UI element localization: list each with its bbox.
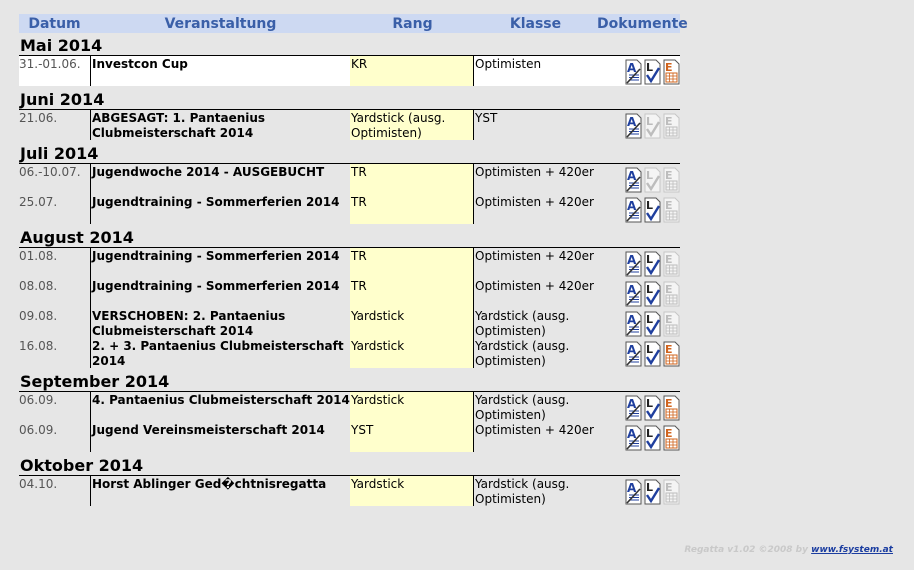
event-klasse: Optimisten + 420er — [473, 248, 596, 278]
svg-text:L: L — [646, 481, 654, 494]
svg-text:A: A — [627, 283, 637, 297]
event-row — [19, 194, 680, 224]
month-section — [19, 475, 680, 506]
ergebnis-doc-icon — [662, 113, 680, 139]
svg-text:A: A — [627, 199, 637, 213]
event-date: 25.07. — [19, 195, 58, 209]
event-rang: KR — [350, 56, 473, 86]
event-klasse: Optimisten + 420er — [473, 194, 596, 224]
event-date: 01.08. — [19, 249, 58, 263]
svg-text:E: E — [665, 481, 673, 494]
event-rang: Yardstick — [350, 392, 473, 422]
ergebnis-doc-icon[interactable] — [662, 425, 680, 451]
event-row — [19, 56, 680, 86]
event-documents — [596, 338, 680, 368]
month-section — [19, 55, 680, 86]
month-list — [19, 37, 680, 506]
event-documents — [596, 422, 680, 452]
regatta-calendar — [19, 14, 688, 506]
header-dokumente: Dokumente — [597, 15, 688, 32]
event-rang: Yardstick — [350, 308, 473, 338]
svg-text:L: L — [646, 313, 654, 326]
month-section — [19, 247, 680, 368]
svg-text:A: A — [627, 115, 637, 129]
svg-text:L: L — [646, 169, 654, 182]
header-rang: Rang — [392, 15, 433, 32]
event-documents — [596, 278, 680, 308]
event-date: 09.08. — [19, 309, 58, 323]
event-name[interactable]: Jugend Vereinsmeisterschaft 2014 — [90, 422, 350, 452]
month-heading: Oktober 2014 — [20, 456, 144, 475]
anmeldung-doc-icon[interactable] — [624, 395, 642, 421]
svg-text:A: A — [627, 313, 637, 327]
month-section — [19, 391, 680, 452]
svg-text:L: L — [646, 427, 654, 440]
table-header — [19, 14, 688, 33]
event-documents — [596, 194, 680, 224]
ergebnis-doc-icon — [662, 167, 680, 193]
footer-link[interactable]: www.fsystem.at — [811, 545, 893, 555]
svg-text:E: E — [665, 397, 673, 410]
ergebnis-doc-icon[interactable] — [662, 59, 680, 85]
ergebnis-doc-icon[interactable] — [662, 341, 680, 367]
event-rang: Yardstick — [350, 338, 473, 368]
event-rang: Yardstick — [350, 476, 473, 506]
event-date: 21.06. — [19, 111, 58, 125]
anmeldung-doc-icon[interactable] — [624, 113, 642, 139]
event-rang: Yardstick (ausg. Optimisten) — [350, 110, 473, 140]
event-date: 04.10. — [19, 477, 58, 491]
anmeldung-doc-icon[interactable] — [624, 197, 642, 223]
event-row — [19, 476, 680, 506]
ergebnis-doc-icon[interactable] — [662, 395, 680, 421]
svg-text:A: A — [627, 481, 637, 495]
event-row — [19, 248, 680, 278]
anmeldung-doc-icon[interactable] — [624, 281, 642, 307]
svg-text:L: L — [646, 115, 654, 128]
anmeldung-doc-icon[interactable] — [624, 479, 642, 505]
svg-text:E: E — [665, 313, 673, 326]
event-date: 16.08. — [19, 339, 58, 353]
anmeldung-doc-icon[interactable] — [624, 425, 642, 451]
event-name[interactable]: Horst Ablinger Ged�chtnisregatta — [90, 476, 350, 506]
liste-doc-icon[interactable] — [643, 251, 661, 277]
event-documents — [596, 110, 680, 140]
event-klasse: YST — [473, 110, 596, 140]
svg-text:L: L — [646, 199, 654, 212]
liste-doc-icon[interactable] — [643, 59, 661, 85]
ergebnis-doc-icon — [662, 197, 680, 223]
event-rang: TR — [350, 164, 473, 194]
month-heading: August 2014 — [20, 228, 134, 247]
liste-doc-icon — [643, 167, 661, 193]
event-name[interactable]: VERSCHOBEN: 2. Pantaenius Clubmeisterschaft 2014 — [90, 308, 350, 338]
event-klasse: Optimisten + 420er — [473, 422, 596, 452]
anmeldung-doc-icon[interactable] — [624, 167, 642, 193]
svg-text:E: E — [665, 427, 673, 440]
anmeldung-doc-icon[interactable] — [624, 59, 642, 85]
svg-text:A: A — [627, 343, 637, 357]
event-documents — [596, 476, 680, 506]
svg-text:A: A — [627, 397, 637, 411]
ergebnis-doc-icon — [662, 251, 680, 277]
ergebnis-doc-icon — [662, 479, 680, 505]
svg-text:E: E — [665, 253, 673, 266]
svg-text:E: E — [665, 199, 673, 212]
event-name[interactable]: Jugendtraining - Sommerferien 2014 — [90, 248, 350, 278]
liste-doc-icon[interactable] — [643, 425, 661, 451]
event-date: 31.-01.06. — [19, 56, 90, 86]
event-klasse: Optimisten + 420er — [473, 164, 596, 194]
event-name[interactable]: 4. Pantaenius Clubmeisterschaft 2014 — [90, 392, 350, 422]
anmeldung-doc-icon[interactable] — [624, 341, 642, 367]
event-name[interactable]: Jugendwoche 2014 - AUSGEBUCHT — [90, 164, 350, 194]
liste-doc-icon — [643, 113, 661, 139]
month-heading: Juli 2014 — [20, 144, 99, 163]
event-rang: TR — [350, 194, 473, 224]
liste-doc-icon[interactable] — [643, 197, 661, 223]
event-name[interactable]: Jugendtraining - Sommerferien 2014 — [90, 194, 350, 224]
event-rang: YST — [350, 422, 473, 452]
liste-doc-icon[interactable] — [643, 341, 661, 367]
svg-text:L: L — [646, 397, 654, 410]
svg-text:L: L — [646, 61, 654, 74]
event-row — [19, 422, 680, 452]
svg-text:A: A — [627, 61, 637, 75]
event-date: 06.09. — [19, 423, 58, 437]
svg-text:E: E — [665, 169, 673, 182]
event-date: 06.09. — [19, 393, 58, 407]
svg-text:E: E — [665, 115, 673, 128]
liste-doc-icon[interactable] — [643, 311, 661, 337]
event-name[interactable]: Jugendtraining - Sommerferien 2014 — [90, 278, 350, 308]
event-documents — [596, 56, 680, 86]
svg-text:L: L — [646, 283, 654, 296]
event-documents — [596, 248, 680, 278]
svg-text:L: L — [646, 253, 654, 266]
event-klasse: Yardstick (ausg. Optimisten) — [473, 338, 596, 368]
event-documents — [596, 164, 680, 194]
event-klasse: Yardstick (ausg. Optimisten) — [473, 476, 596, 506]
event-row — [19, 338, 680, 368]
svg-text:L: L — [646, 343, 654, 356]
liste-doc-icon[interactable] — [643, 281, 661, 307]
liste-doc-icon[interactable] — [643, 395, 661, 421]
header-datum: Datum — [28, 15, 81, 32]
month-section — [19, 163, 680, 224]
ergebnis-doc-icon — [662, 311, 680, 337]
liste-doc-icon[interactable] — [643, 479, 661, 505]
event-row — [19, 308, 680, 338]
event-name[interactable]: 2. + 3. Pantaenius Clubmeisterschaft 2014 — [90, 338, 350, 368]
footer-text: Regatta v1.02 ©2008 by — [684, 545, 812, 555]
event-row — [19, 278, 680, 308]
event-name[interactable]: Investcon Cup — [90, 56, 350, 86]
event-documents — [596, 308, 680, 338]
month-heading: Juni 2014 — [20, 90, 105, 109]
event-documents — [596, 392, 680, 422]
event-klasse: Yardstick (ausg. Optimisten) — [473, 308, 596, 338]
event-klasse: Yardstick (ausg. Optimisten) — [473, 392, 596, 422]
event-klasse: Optimisten — [473, 56, 596, 86]
header-klasse: Klasse — [509, 15, 562, 32]
event-rang: TR — [350, 248, 473, 278]
anmeldung-doc-icon[interactable] — [624, 311, 642, 337]
footer — [684, 545, 893, 555]
svg-text:E: E — [665, 61, 673, 74]
anmeldung-doc-icon[interactable] — [624, 251, 642, 277]
svg-text:A: A — [627, 253, 637, 267]
month-heading: Mai 2014 — [20, 36, 103, 55]
month-section — [19, 109, 680, 140]
event-rang: TR — [350, 278, 473, 308]
svg-text:E: E — [665, 283, 673, 296]
event-date: 08.08. — [19, 279, 58, 293]
event-name[interactable]: ABGESAGT: 1. Pantaenius Clubmeisterschaft 2014 — [90, 110, 350, 140]
ergebnis-doc-icon — [662, 281, 680, 307]
svg-text:A: A — [627, 427, 637, 441]
svg-text:E: E — [665, 343, 673, 356]
event-row — [19, 392, 680, 422]
event-date: 06.-10.07. — [19, 165, 81, 179]
event-klasse: Optimisten + 420er — [473, 278, 596, 308]
event-row — [19, 164, 680, 194]
header-veranstaltung: Veranstaltung — [164, 15, 277, 32]
svg-text:A: A — [627, 169, 637, 183]
event-row — [19, 110, 680, 140]
month-heading: September 2014 — [20, 372, 170, 391]
